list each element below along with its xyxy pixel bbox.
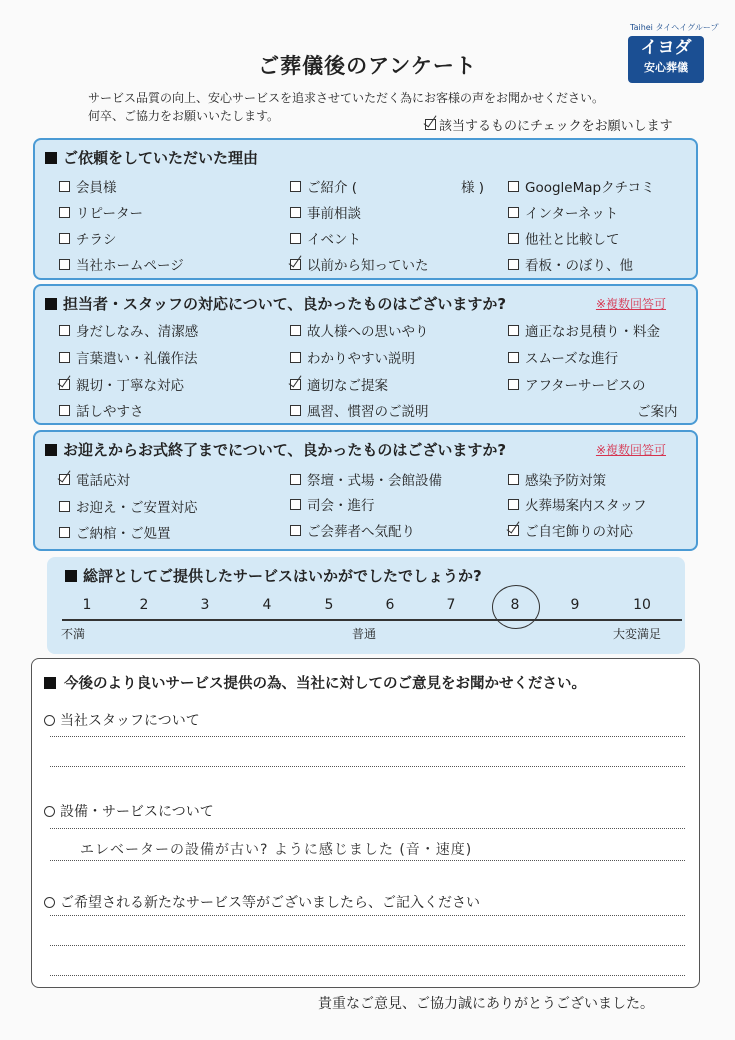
option-appearance[interactable]: 身だしなみ、清潔感 — [59, 320, 198, 340]
after-service-continuation: ご案内 — [637, 404, 678, 420]
brand-tagline: 安心葬儀 — [644, 61, 688, 74]
option-attendee-care[interactable]: ご会葬者へ気配り — [290, 520, 415, 540]
multiple-answer-note: ※複数回答可 — [595, 297, 666, 311]
option-known-before[interactable]: 以前から知っていた — [290, 254, 429, 274]
checkbox[interactable] — [508, 379, 519, 390]
overall-rating — [47, 557, 685, 654]
check-instruction: 該当するものにチェックをお願いします — [425, 115, 673, 134]
rating-7[interactable]: 7 — [446, 597, 456, 613]
handwritten-answer: エレベーターの設備が古い? ように感じました (音・速度) — [80, 842, 473, 858]
section-ceremony — [33, 430, 698, 551]
checkbox[interactable] — [290, 207, 301, 218]
section-title: お迎えからお式終了までについて、良かったものはございますか? — [45, 439, 506, 460]
option-encoffining[interactable]: ご納棺・ご処置 — [59, 522, 171, 542]
checkbox[interactable] — [290, 405, 301, 416]
option-easy-talk[interactable]: 話しやすさ — [59, 400, 144, 420]
rating-high-label: 大変満足 — [613, 627, 662, 641]
answer-line[interactable] — [50, 766, 685, 767]
question-staff: 当社スタッフについて — [44, 710, 200, 730]
option-home-altar[interactable]: ご自宅飾りの対応 — [508, 520, 633, 540]
option-customs[interactable]: 風習、慣習のご説明 — [290, 400, 429, 420]
answer-line[interactable] — [50, 915, 685, 916]
option-fair-pricing[interactable]: 適正なお見積り・料金 — [508, 320, 660, 340]
answer-line[interactable] — [50, 975, 685, 976]
circle-bullet-icon — [44, 897, 55, 908]
checkbox[interactable] — [508, 352, 519, 363]
rating-scale-line — [62, 619, 682, 621]
option-infection-control[interactable]: 感染予防対策 — [508, 469, 606, 489]
option-kind-response[interactable]: 親切・丁寧な対応 — [59, 374, 184, 394]
checkbox[interactable] — [59, 325, 70, 336]
checkbox[interactable] — [508, 259, 519, 270]
rating-4[interactable]: 4 — [262, 597, 272, 613]
option-homepage[interactable]: 当社ホームページ — [59, 254, 184, 274]
section-title: 担当者・スタッフの対応について、良かったものはございますか? — [45, 293, 506, 314]
answer-line[interactable] — [50, 945, 685, 946]
section-staff-response — [33, 284, 698, 425]
checkbox[interactable] — [290, 233, 301, 244]
option-event[interactable]: イベント — [290, 228, 361, 248]
option-consideration[interactable]: 故人様への思いやり — [290, 320, 429, 340]
circle-bullet-icon — [44, 806, 55, 817]
checkbox[interactable] — [290, 325, 301, 336]
checkbox-checked[interactable] — [290, 259, 301, 270]
option-flyer[interactable]: チラシ — [59, 228, 117, 248]
answer-line[interactable] — [50, 736, 685, 737]
answer-line[interactable] — [50, 860, 685, 861]
answer-line[interactable] — [50, 828, 685, 829]
option-smooth-progress[interactable]: スムーズな進行 — [508, 347, 618, 367]
option-google-map[interactable]: GoogleMapクチコミ — [508, 176, 655, 196]
question-new-services: ご希望される新たなサービス等がございましたら、ご記入ください — [44, 892, 480, 912]
rating-5[interactable]: 5 — [324, 597, 334, 613]
rating-6[interactable]: 6 — [385, 597, 395, 613]
checkbox[interactable] — [290, 499, 301, 510]
rating-mid-label: 普通 — [352, 627, 377, 641]
square-bullet-icon — [45, 444, 57, 456]
checkbox[interactable] — [508, 207, 519, 218]
rating-2[interactable]: 2 — [139, 597, 149, 613]
checkbox[interactable] — [290, 181, 301, 192]
option-compared[interactable]: 他社と比較して — [508, 228, 620, 248]
intro-text: サービス品質の向上、安心サービスを追求させていただく為にお客様の声をお聞かせください。 何卒、ご協力をお願いいたします。 — [88, 91, 605, 123]
square-bullet-icon — [65, 570, 77, 582]
option-pickup[interactable]: お迎え・ご安置対応 — [59, 496, 198, 516]
option-member[interactable]: 会員様 — [59, 176, 117, 196]
checkbox[interactable] — [59, 181, 70, 192]
question-facilities: 設備・サービスについて — [44, 801, 214, 821]
option-clear-explanation[interactable]: わかりやすい説明 — [290, 347, 415, 367]
circle-bullet-icon — [44, 715, 55, 726]
checkbox[interactable] — [508, 181, 519, 192]
option-mc[interactable]: 司会・進行 — [290, 494, 375, 514]
multiple-answer-note: ※複数回答可 — [595, 443, 666, 457]
checkbox[interactable] — [508, 233, 519, 244]
group-name: Taihei タイヘイグループ — [630, 23, 719, 32]
option-after-service[interactable]: アフターサービスの — [508, 374, 646, 394]
checkbox[interactable] — [59, 207, 70, 218]
checkbox[interactable] — [59, 233, 70, 244]
option-suitable-proposal[interactable]: 適切なご提案 — [290, 374, 388, 394]
option-internet[interactable]: インターネット — [508, 202, 618, 222]
checkbox[interactable] — [508, 499, 519, 510]
option-phone-response[interactable]: 電話応対 — [59, 469, 130, 489]
opinion-section — [31, 658, 700, 988]
checkbox-checked[interactable] — [290, 379, 301, 390]
checkbox-checked[interactable] — [59, 379, 70, 390]
referral-suffix: 様 ) — [461, 180, 485, 196]
square-bullet-icon — [44, 677, 56, 689]
option-referral[interactable]: ご紹介 ( — [290, 176, 357, 196]
rating-3[interactable]: 3 — [200, 597, 210, 613]
section-request-reason — [33, 138, 698, 280]
rating-8[interactable]: 8 — [510, 597, 520, 613]
checkbox[interactable] — [290, 525, 301, 536]
checkmark-icon — [425, 119, 436, 130]
square-bullet-icon — [45, 152, 57, 164]
option-manners[interactable]: 言葉遣い・礼儀作法 — [59, 347, 198, 367]
option-venue[interactable]: 祭壇・式場・会館設備 — [290, 469, 442, 489]
checkbox[interactable] — [508, 325, 519, 336]
checkbox[interactable] — [290, 352, 301, 363]
checkbox[interactable] — [508, 474, 519, 485]
thanks-message: 貴重なご意見、ご協力誠にありがとうございました。 — [318, 996, 654, 1012]
opinion-title: 今後のより良いサービス提供の為、当社に対してのご意見をお聞かせください。 — [44, 672, 586, 693]
option-prior-consult[interactable]: 事前相談 — [290, 202, 361, 222]
rating-low-label: 不満 — [61, 627, 86, 641]
rating-1[interactable]: 1 — [82, 597, 92, 613]
checkbox[interactable] — [59, 501, 70, 512]
brand-name: イヨダ — [640, 38, 692, 58]
rating-title: 総評としてご提供したサービスはいかがでしたでしょうか? — [65, 565, 482, 586]
checkbox-checked[interactable] — [508, 525, 519, 536]
option-crematorium-staff[interactable]: 火葬場案内スタッフ — [508, 494, 647, 514]
checkbox[interactable] — [59, 259, 70, 270]
rating-10[interactable]: 10 — [633, 597, 651, 613]
page-title: ご葬儀後のアンケート — [258, 54, 477, 78]
checkbox[interactable] — [59, 527, 70, 538]
option-repeater[interactable]: リピーター — [59, 202, 143, 222]
section-title: ご依頼をしていただいた理由 — [45, 147, 258, 168]
option-signboard[interactable]: 看板・のぼり、他 — [508, 254, 633, 274]
checkbox[interactable] — [290, 474, 301, 485]
rating-9[interactable]: 9 — [570, 597, 580, 613]
checkbox-checked[interactable] — [59, 474, 70, 485]
square-bullet-icon — [45, 298, 57, 310]
checkbox[interactable] — [59, 405, 70, 416]
checkbox[interactable] — [59, 352, 70, 363]
